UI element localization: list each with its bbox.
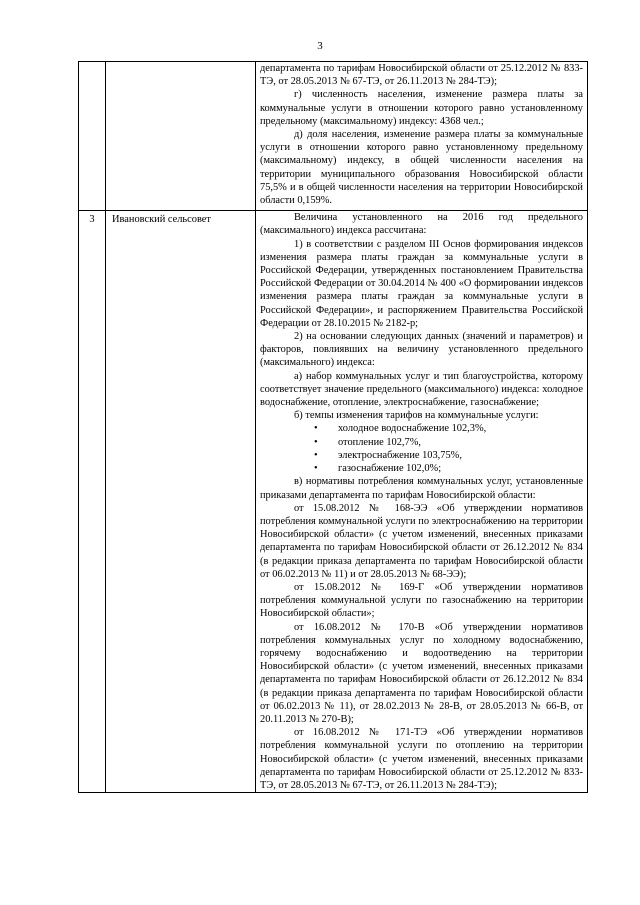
paragraph: б) темпы изменения тарифов на коммунальные услуги:: [294, 410, 539, 422]
table-row: [79, 211, 588, 793]
list-item-text: электроснабжение 103,75%,: [338, 449, 462, 461]
paragraph: от 16.08.2012 № 171-ТЭ «Об утверждении нормативов потребления коммунальной услуги по отоплению на территории Новосибирской области» (с учетом изменений, внесенных приказами департамента по тарифам Новосибирской области от 25.12.2012 № 833-ТЭ, от 28.05.2013 № 67-ТЭ, от 26.11.2013 № 284-ТЭ);: [260, 727, 583, 791]
list-item: [260, 462, 583, 475]
list-item: [260, 449, 583, 462]
list-item: [260, 422, 583, 435]
table-row: [79, 62, 588, 211]
bullet-icon: •: [314, 463, 318, 475]
paragraph: от 15.08.2012 № 169-Г «Об утверждении нормативов потребления коммунальной услуги по газоснабжению на территории Новосибирской области»;: [260, 581, 583, 620]
row-number-cell: [79, 62, 106, 211]
bullet-icon: •: [314, 449, 318, 461]
paragraph: Величина установленного на 2016 год предельного (максимального) индекса рассчитана:: [260, 212, 583, 237]
paragraph: от 16.08.2012 № 170-В «Об утверждении нормативов потребления коммунальных услуг по холодному водоснабжению, горячему водоснабжению и водоотведению на территории Новосибирской области» (с учетом изменений, внесенных приказами департамента по тарифам Новосибирской области от 26.12.2012 № 834 (в редакции приказа департамента по тарифам Новосибирской области от 06.02.2013 № 11), от 28.02.2013 № 28-В, от 28.05.2013 № 66-В, от 20.11.2013 № 270-В);: [260, 621, 583, 725]
list-item-text: отопление 102,7%,: [338, 436, 421, 448]
paragraph: г) численность населения, изменение размера платы за коммунальные услуги в отношении которого равно установленному предельному (максимальному) индексу: 4368 чел.;: [260, 89, 583, 127]
page-number: 3: [317, 40, 323, 52]
municipality-name-cell: Ивановский сельсовет: [106, 211, 256, 793]
municipality-name-cell: [106, 62, 256, 211]
paragraph: 1) в соответствии с разделом III Основ формирования индексов изменения размера платы граждан за коммунальные услуги в Российской Федерации, утвержденных постановлением Правительства Российской Федерации от 30.04.2014 № 400 «О формировании индексов изменения размера платы граждан за коммунальные услуги в Российской Федерации», и распоряжением Правительства Российской Федерации от 28.10.2015 № 2182-р;: [260, 238, 583, 329]
paragraph: в) нормативы потребления коммунальных услуг, установленные приказами департамента по тарифам Новосибирской области:: [260, 476, 583, 501]
index-table: [78, 61, 588, 793]
paragraph: от 15.08.2012 № 168-ЭЭ «Об утверждении нормативов потребления коммунальной услуги по электроснабжению на территории Новосибирской области» (с учетом изменений, внесенных приказами департамента по тарифам Новосибирской области от 26.12.2012 № 834 (в редакции приказа департамента по тарифам Новосибирской области от 06.02.2013 № 11) и от 28.05.2013 № 68-ЭЭ);: [260, 502, 583, 580]
row-number-cell: 3: [79, 211, 106, 793]
paragraph: а) набор коммунальных услуг и тип благоустройства, которому соответствует значение предельного (максимального) индекса: холодное водоснабжение, отопление, электроснабжение, газоснабжение;: [260, 370, 583, 409]
tariff-rate-list: [260, 422, 583, 475]
paragraph: 2) на основании следующих данных (значений и параметров) и факторов, повлиявших на величину установленного предельного (максимального) индекса:: [260, 331, 583, 369]
description-cell: [256, 62, 588, 211]
paragraph: департамента по тарифам Новосибирской области от 25.12.2012 № 833-ТЭ, от 28.05.2013 № 67-ТЭ, от 26.11.2013 № 284-ТЭ);: [260, 63, 583, 88]
list-item-text: холодное водоснабжение 102,3%,: [338, 423, 487, 435]
list-item-text: газоснабжение 102,0%;: [338, 463, 442, 475]
list-item: [260, 436, 583, 449]
bullet-icon: •: [314, 436, 318, 448]
bullet-icon: •: [314, 423, 318, 435]
description-cell: [256, 211, 588, 793]
paragraph: д) доля населения, изменение размера платы за коммунальные услуги в отношении которого равно установленному предельному (максимальному) индексу, в общей численности населения на территории муниципального образования Новосибирской области 75,5% и в общей численности населения на территории Новосибирской области 0,159%.: [260, 129, 583, 207]
